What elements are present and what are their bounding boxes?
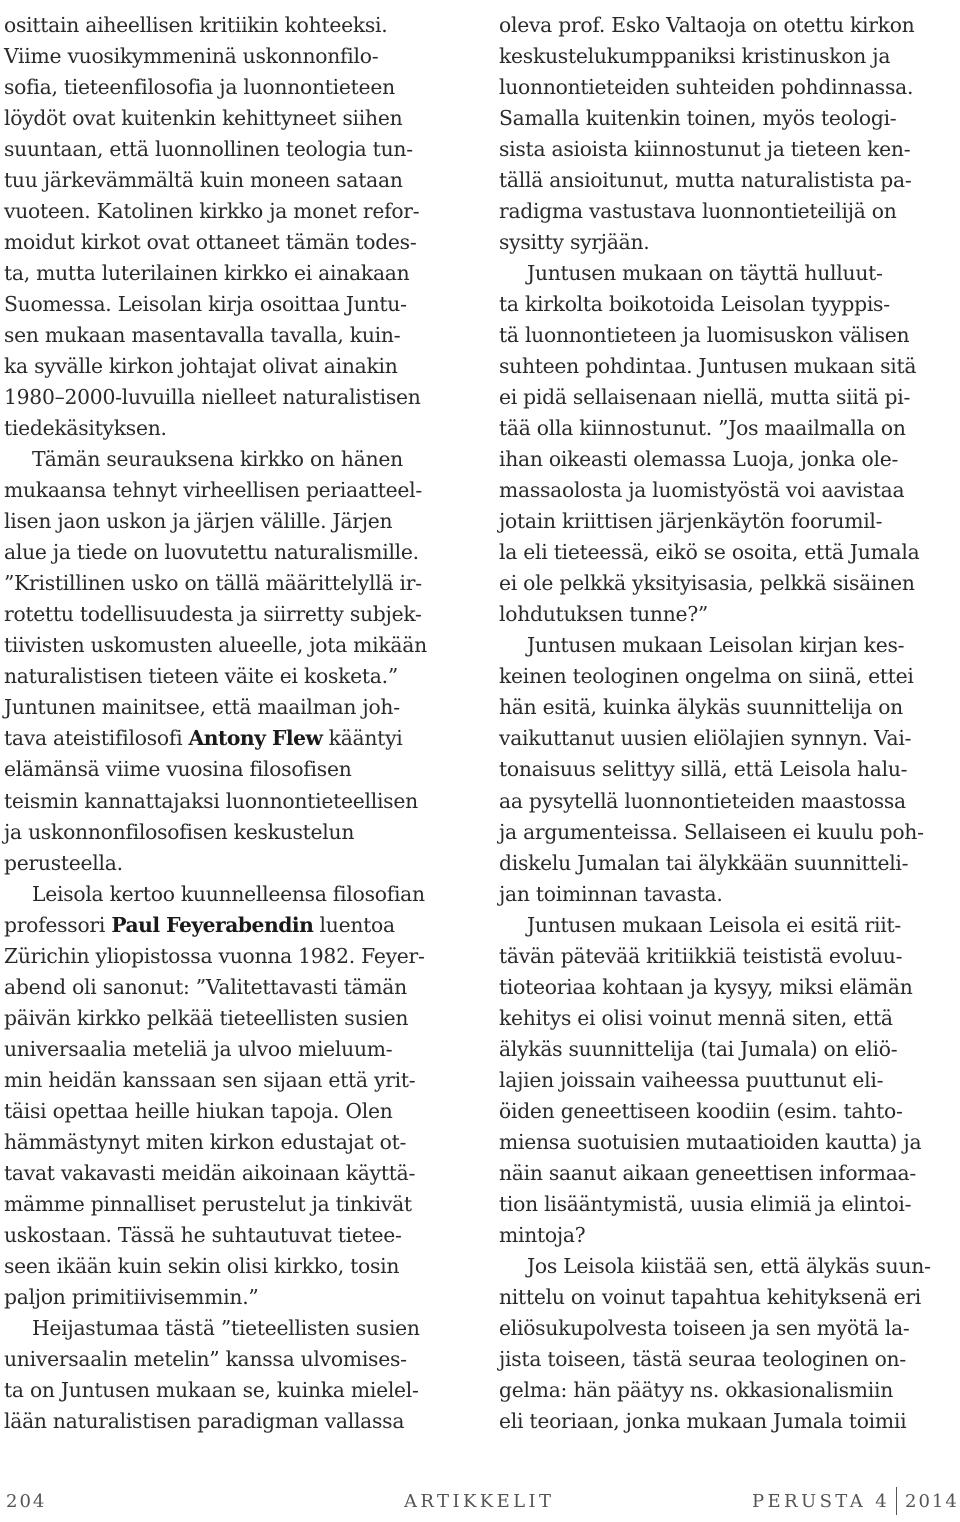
text-line: luonnontieteiden suhteiden pohdinnassa.: [499, 75, 914, 100]
text-line: Viime vuosikymmeninä uskonnonfilo-: [4, 44, 379, 69]
text-line: hän esitä, kuinka älykäs suunnittelija on: [499, 695, 903, 720]
text-line: jotain kriittisen järjenkäytön foorumil-: [499, 509, 883, 534]
text-line: Juntusen mukaan Leisola ei esitä riit-: [527, 912, 901, 937]
text-line: ta kirkolta boikotoida Leisolan tyyppis-: [499, 292, 890, 317]
text-line: sen mukaan masentavalla tavalla, kuin-: [4, 323, 401, 348]
text-line: löydöt ovat kuitenkin kehittyneet siihen: [4, 106, 403, 131]
text-line: tiedekäsityksen.: [4, 416, 167, 441]
text-line: rotettu todellisuudesta ja siirretty subjek-: [4, 602, 422, 627]
publication-year: 2014: [905, 1491, 959, 1512]
text-line: tiivisten uskomusten alueelle, jota mikään: [4, 633, 427, 658]
text-line: radigma vastustava luonnontieteilijä on: [499, 199, 897, 224]
text-line: ja uskonnonfilosofisen keskustelun: [4, 819, 355, 844]
text-line: lohdutuksen tunne?”: [499, 602, 709, 627]
text-line: miensa suotuisien mutaatioiden kautta) ja: [499, 1129, 922, 1154]
text-line: tonaisuus selittyy sillä, että Leisola halu-: [499, 757, 908, 782]
text-line: jista toiseen, tästä seuraa teologinen on-: [499, 1346, 906, 1371]
text-line: paljon primitiivisemmin.”: [4, 1284, 259, 1309]
text-line: sofia, tieteenfilosofia ja luonnontieteen: [4, 75, 395, 100]
text-line: perusteella.: [4, 850, 123, 875]
text-line: 1980–2000-luvuilla nielleet naturalistisen: [4, 385, 421, 410]
text-line: elämänsä viime vuosina filosofisen: [4, 757, 352, 782]
text-line: ta, mutta luterilainen kirkko ei ainakaan: [4, 261, 410, 286]
text-segment: tava ateistifilosofi: [4, 726, 189, 751]
text-line: tioteoriaa kohtaan ja kysyy, miksi elämän: [499, 974, 913, 999]
text-line: jan toiminnan tavasta.: [499, 881, 723, 906]
text-line: vaikuttanut uusien eliölajien synnyn. Vai-: [499, 726, 912, 751]
text-line: Jos Leisola kiistää sen, että älykäs suun-: [527, 1253, 931, 1278]
text-line: seen ikään kuin sekin olisi kirkko, tosin: [4, 1253, 400, 1278]
section-name: ARTIKKELIT: [404, 1491, 555, 1512]
text-line: sista asioista kiinnostunut ja tieteen ken-: [499, 137, 911, 162]
page-number: 204: [6, 1491, 47, 1512]
text-line: kehitys ei olisi voinut mennä siten, että: [499, 1005, 893, 1030]
text-line: ihan oikeasti olemassa Luoja, jonka ole-: [499, 447, 899, 472]
text-line: uskostaan. Tässä he suhtautuvat tietee-: [4, 1222, 402, 1247]
text-line: öiden geneettiseen koodiin (esim. tahto-: [499, 1098, 903, 1123]
text-line: Tämän seurauksena kirkko on hänen: [32, 447, 403, 472]
text-line: tavat vakavasti meidän aikoinaan käyttä-: [4, 1160, 416, 1185]
text-line: naturalistisen tieteen väite ei kosketa.”: [4, 664, 398, 689]
text-line: lisen jaon uskon ja järjen välille. Järjen: [4, 509, 393, 534]
text-line: Samalla kuitenkin toinen, myös teologi-: [499, 106, 897, 131]
text-line: Juntunen mainitsee, että maailman joh-: [4, 695, 400, 720]
text-line: tion lisääntymistä, uusia elimiä ja elintoi-: [499, 1191, 912, 1216]
text-line: universaalin metelin” kanssa ulvomises-: [4, 1346, 407, 1371]
text-line: min heidän kanssaan sen sijaan että yrit-: [4, 1067, 416, 1092]
text-line: Heijastumaa tästä ”tieteellisten susien: [32, 1315, 420, 1340]
text-line: suuntaan, että luonnollinen teologia tun-: [4, 137, 413, 162]
text-line: mintoja?: [499, 1222, 586, 1247]
text-line: ei ole pelkkä yksityisasia, pelkkä sisäinen: [499, 571, 915, 596]
text-line: Leisola kertoo kuunnelleensa filosofian: [32, 881, 425, 906]
text-line: hämmästynyt miten kirkon edustajat ot-: [4, 1129, 407, 1154]
text-line: teismin kannattajaksi luonnontieteellisen: [4, 788, 418, 813]
text-line: sysitty syrjään.: [499, 230, 650, 255]
footer-divider: [896, 1487, 897, 1515]
text-line: päivän kirkko pelkää tieteellisten susien: [4, 1005, 409, 1030]
text-line: alue ja tiede on luovutettu naturalismille.: [4, 540, 419, 565]
text-line: lajien joissain vaiheessa puuttunut eli-: [499, 1067, 884, 1092]
text-line: [4, 723, 403, 754]
text-line: [4, 910, 395, 941]
page-footer: [0, 1491, 960, 1519]
text-line: la eli tieteessä, eikö se osoita, että Jumala: [499, 540, 920, 565]
text-segment: luentoa: [313, 912, 395, 937]
text-segment: professori: [4, 912, 112, 937]
text-line: moidut kirkot ovat ottaneet tämän todes-: [4, 230, 417, 255]
text-line: lään naturalistisen paradigman vallassa: [4, 1408, 405, 1433]
text-line: Suomessa. Leisolan kirja osoittaa Juntu-: [4, 292, 407, 317]
person-name: Antony Flew: [188, 726, 323, 751]
text-segment: kääntyi: [322, 726, 403, 751]
text-line: täisi opettaa heille hiukan tapoja. Olen: [4, 1098, 393, 1123]
text-line: abend oli sanonut: ”Valitettavasti tämän: [4, 974, 407, 999]
text-line: ja argumenteissa. Sellaiseen ei kuulu poh-: [499, 819, 924, 844]
text-line: tä luonnontieteen ja luomisuskon välisen: [499, 323, 910, 348]
text-line: universaalia meteliä ja ulvoo mieluum-: [4, 1036, 393, 1061]
text-line: keinen teologinen ongelma on siinä, ettei: [499, 664, 914, 689]
text-line: keskustelukumppaniksi kristinuskon ja: [499, 44, 891, 69]
text-line: massaolosta ja luomistyöstä voi aavistaa: [499, 478, 905, 503]
text-line: oleva prof. Esko Valtaoja on otettu kirkon: [499, 13, 915, 37]
text-line: osittain aiheellisen kritiikin kohteeksi.: [4, 13, 388, 37]
text-line: Juntusen mukaan Leisolan kirjan kes-: [527, 633, 905, 658]
text-line: diskelu Jumalan tai älykkään suunnitteli-: [499, 850, 909, 875]
text-line: tuu järkevämmältä kuin moneen sataan: [4, 168, 403, 193]
text-line: Zürichin yliopistossa vuonna 1982. Feyer-: [4, 943, 425, 968]
text-line: ka syvälle kirkon johtajat olivat ainakin: [4, 354, 398, 379]
text-line: ta on Juntusen mukaan se, kuinka mielel-: [4, 1377, 419, 1402]
text-line: tävän pätevää kritiikkiä teististä evoluu-: [499, 943, 903, 968]
magazine-issue: PERUSTA 4: [752, 1491, 891, 1512]
text-line: tällä ansioitunut, mutta naturalistista pa-: [499, 168, 912, 193]
text-line: mukaansa tehnyt virheellisen periaatteel-: [4, 478, 422, 503]
text-line: gelma: hän päätyy ns. okkasionalismiin: [499, 1377, 894, 1402]
text-line: tää olla kiinnostunut. ”Jos maailmalla on: [499, 416, 906, 441]
text-line: aa pysytellä luonnontieteiden maastossa: [499, 788, 906, 813]
text-line: eli teoriaan, jonka mukaan Jumala toimii: [499, 1408, 907, 1433]
person-name: Paul Feyerabendin: [111, 912, 314, 937]
text-line: älykäs suunnittelija (tai Jumala) on eliö-: [499, 1036, 898, 1061]
text-line: ”Kristillinen usko on tällä määrittelyllä ir-: [4, 571, 422, 596]
text-line: vuoteen. Katolinen kirkko ja monet refor-: [4, 199, 420, 224]
text-line: suhteen pohdintaa. Juntusen mukaan sitä: [499, 354, 917, 379]
text-line: nittelu on voinut tapahtua kehityksenä eri: [499, 1284, 922, 1309]
text-line: mämme pinnalliset perustelut ja tinkivät: [4, 1191, 412, 1216]
text-line: Juntusen mukaan on täyttä hulluut-: [527, 261, 883, 286]
text-line: ei pidä sellaisenaan niellä, mutta siitä pi-: [499, 385, 911, 410]
text-line: eliösukupolvesta toiseen ja sen myötä la-: [499, 1315, 910, 1340]
text-line: näin saanut aikaan geneettisen informaa-: [499, 1160, 917, 1185]
